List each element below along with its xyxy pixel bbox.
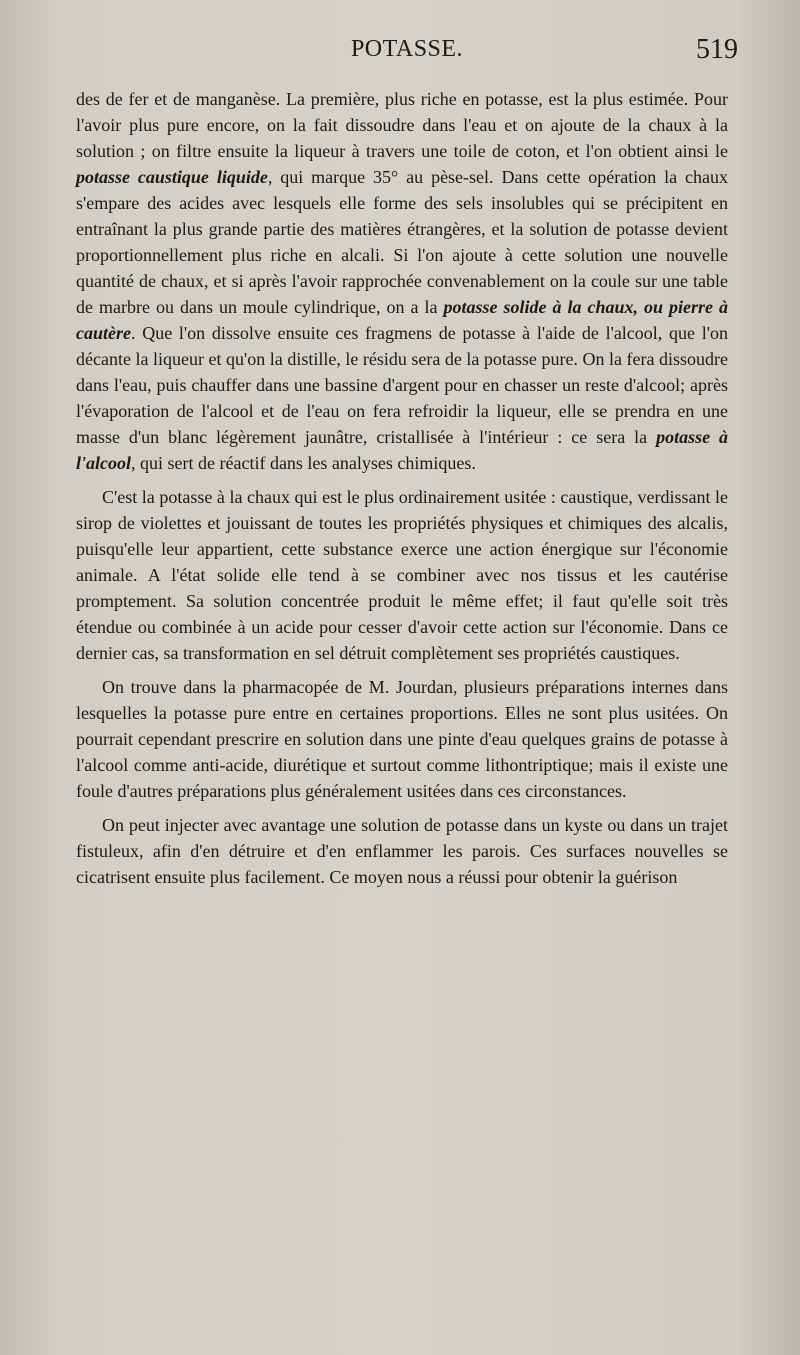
term-potasse-solide-a-la-chaux: potasse solide à la chaux, ou pierre à cautère	[76, 297, 728, 343]
paragraph-2: C'est la potasse à la chaux qui est le plus ordinairement usitée : caustique, verdissant le sirop de violettes et jouissant de toutes les propriétés physiques et chimiques des alcalis, puisqu'elle leur appartient, cette substance exerce une action énergique sur l'économie animale. A l'état solide elle tend à se combiner avec nos tissus et les cautérise promptement. Sa solution concentrée produit le même effet; il faut qu'elle soit très étendue ou combinée à un acide pour cesser d'avoir cette action sur l'économie. Dans ce dernier cas, sa transformation en sel détruit complètement ses propriétés caustiques.	[76, 487, 728, 663]
term-potasse-caustique-liquide: potasse caustique liquide	[76, 167, 268, 187]
paragraph-1-text-4: , qui sert de réactif dans les analyses chimiques.	[131, 453, 476, 473]
paragraph-4: On peut injecter avec avantage une solution de potasse dans un kyste ou dans un trajet fistuleux, afin d'en détruire et d'en enflammer les parois. Ces surfaces nouvelles se cicatrisent ensuite plus facilement. Ce moyen nous a réussi pour obtenir la guérison	[76, 815, 728, 887]
page-number: 519	[696, 34, 738, 65]
paragraph-1-text-3: . Que l'on dissolve ensuite ces fragmens de potasse à l'aide de l'alcool, que l'on décante la liqueur et qu'on la distille, le résidu sera de la potasse pure. On la fera dissoudre dans l'eau, puis chauffer dans une bassine d'argent pour en chasser un reste d'alcool; après l'évaporation de l'alcool et de l'eau on fera refroidir la liqueur, elle se prendra en une masse d'un blanc légèrement jaunâtre, cristallisée à l'intérieur : ce sera la	[76, 323, 728, 447]
page-header	[76, 30, 738, 74]
paragraph-1-text-2: , qui marque 35° au pèse-sel. Dans cette opération la chaux s'empare des acides avec lesquels elle forme des sels insolubles qui se précipitent en entraînant la plus grande partie des matières étrangères, et la solution de potasse devient proportionnellement plus riche en alcali. Si l'on ajoute à cette solution une nouvelle quantité de chaux, et si après l'avoir rapprochée convenablement on la coule sur une table de marbre ou dans un moule cylindrique, on a la	[76, 167, 728, 317]
paragraph-1	[76, 86, 728, 476]
body-text	[76, 86, 728, 898]
term-potasse-a-l-alcool: potasse à l'alcool	[76, 427, 729, 473]
paragraph-3: On trouve dans la pharmacopée de M. Jourdan, plusieurs préparations internes dans lesquelles la potasse pure entre en certaines proportions. Elles ne sont plus usitées. On pourrait cependant prescrire en solution dans une pinte d'eau quelques grains de potasse à l'alcool comme anti-acide, diurétique et surtout comme lithontriptique; mais il existe une foule d'autres préparations plus généralement usitées dans ces circonstances.	[76, 677, 728, 801]
paragraph-1-text-1: des de fer et de manganèse. La première, plus riche en potasse, est la plus estimée. Pour l'avoir plus pure encore, on la fait dissoudre dans l'eau et on ajoute de la chaux à la solution ; on filtre ensuite la liqueur à travers une toile de coton, et l'on obtient ainsi le	[76, 89, 728, 161]
running-title: POTASSE.	[350, 36, 464, 62]
